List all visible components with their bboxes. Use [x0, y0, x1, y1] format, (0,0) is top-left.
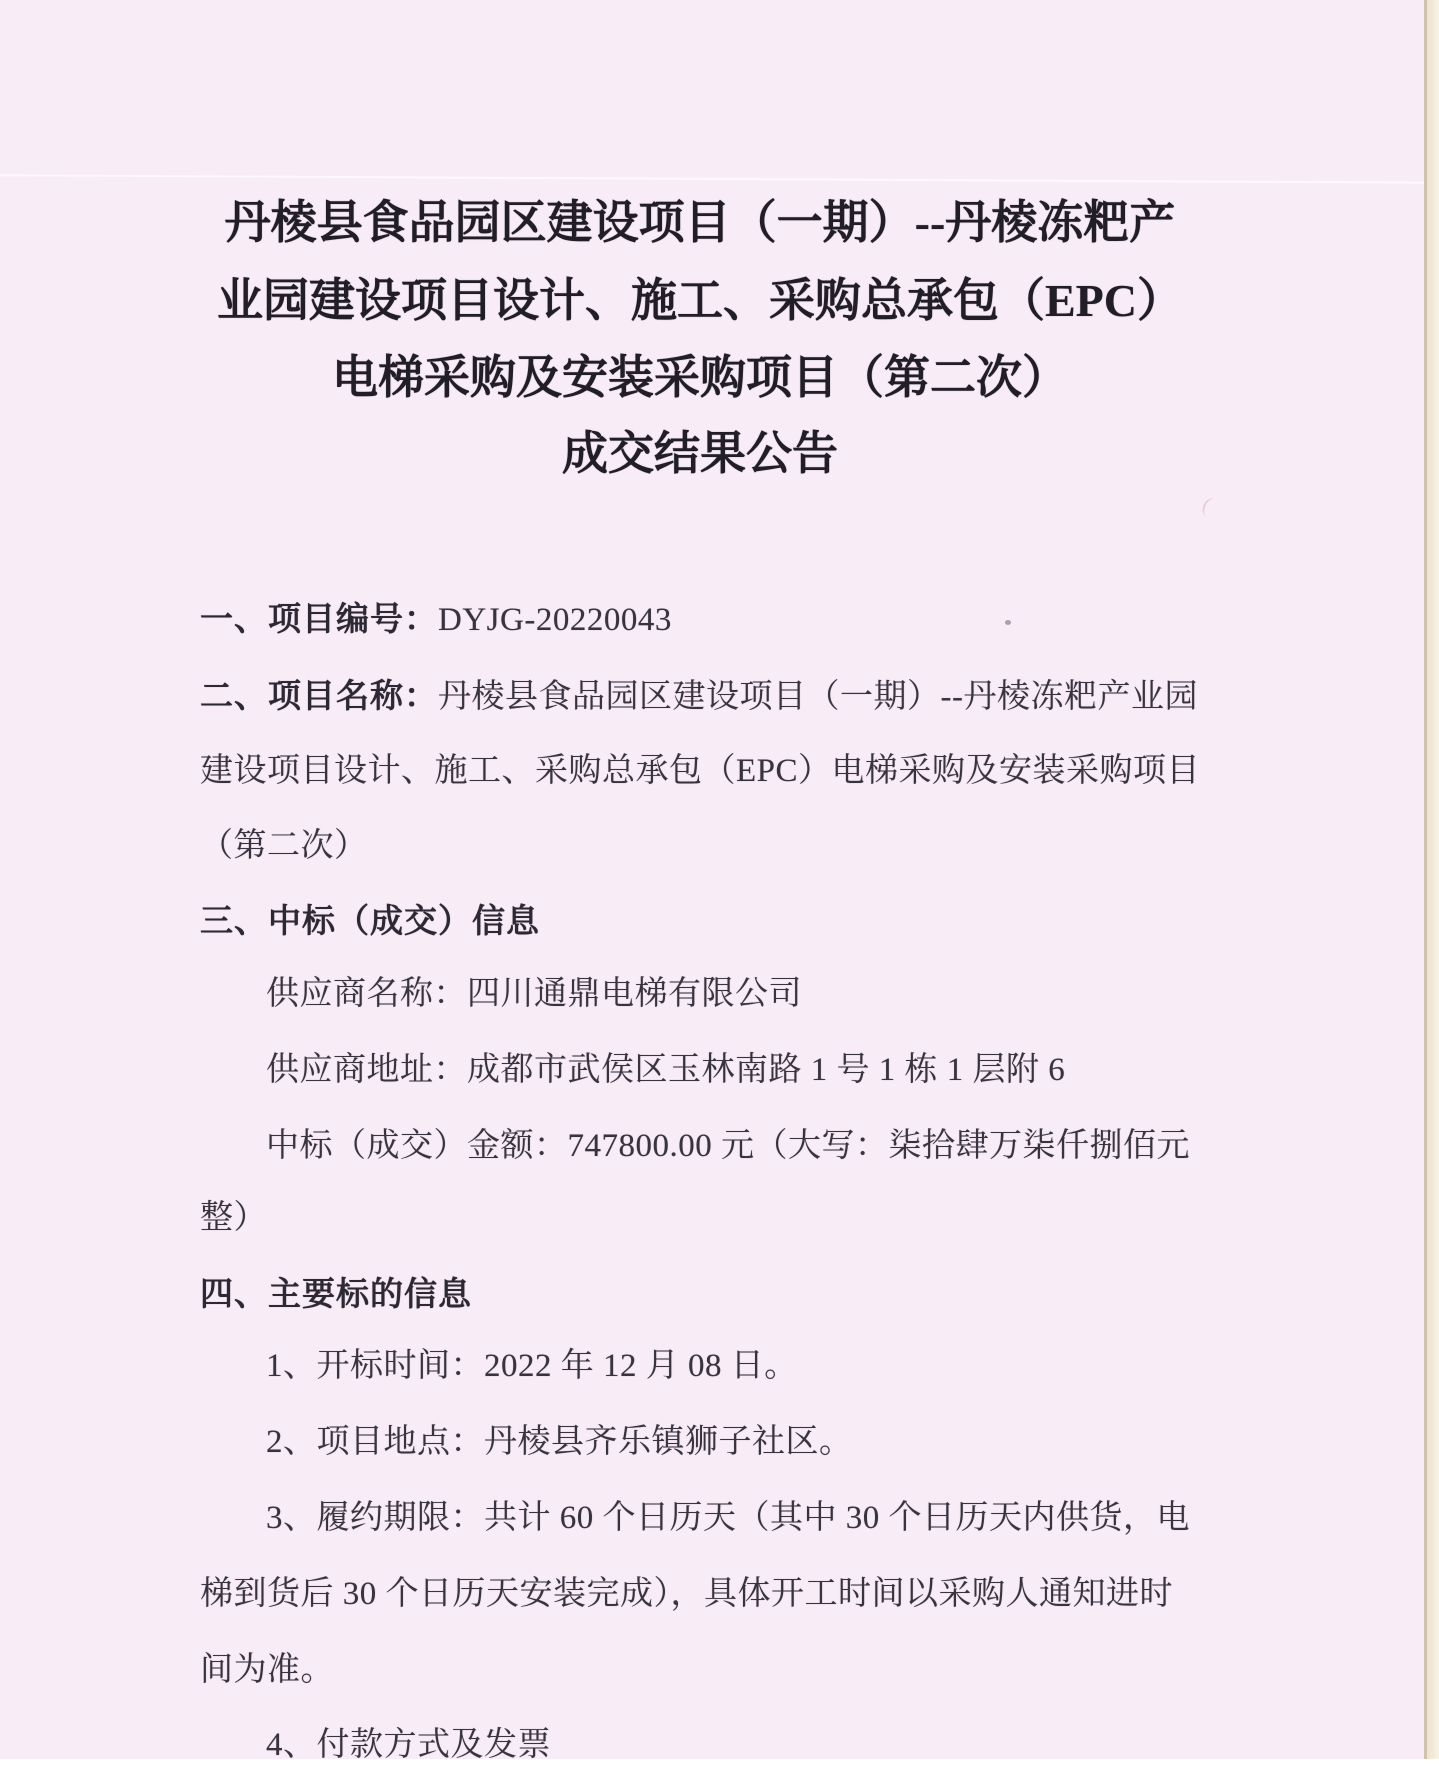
performance-period-cont-text-2: 间为准。 [200, 1652, 334, 1688]
bid-target-heading-text: 四、主要标的信息 [200, 1275, 472, 1312]
bid-target-heading [200, 1275, 472, 1315]
bid-open-time-text: 1、开标时间：2022 年 12 月 08 日。 [266, 1348, 798, 1384]
award-info-heading-text: 三、中标（成交）信息 [200, 902, 540, 939]
project-number-value: DYJG-20220043 [438, 602, 672, 638]
payment-method-line [266, 1727, 551, 1765]
performance-period-cont-line-2 [200, 1652, 334, 1690]
award-info-heading [200, 902, 540, 942]
supplier-address-line [266, 1052, 1065, 1090]
project-location-text: 2、项目地点：丹棱县齐乐镇狮子社区。 [266, 1424, 853, 1460]
scan-speck [1005, 620, 1011, 625]
doc-title-line-3: 电梯采购及安装采购项目（第二次） [332, 352, 1068, 403]
doc-title-line-4: 成交结果公告 [562, 428, 838, 479]
award-amount-text: 中标（成交）金额：747800.00 元（大写：柒拾肆万柒仟捌佰元 [266, 1128, 1190, 1164]
performance-period-text: 3、履约期限：共计 60 个日历天（其中 30 个日历天内供货，电 [266, 1500, 1190, 1536]
project-name-cont-line-1 [200, 753, 1200, 791]
project-name-cont-text-2: （第二次） [200, 828, 368, 864]
performance-period-line [266, 1500, 1190, 1538]
project-number-line [200, 600, 672, 640]
award-amount-cont-text: 整） [200, 1200, 267, 1236]
award-amount-line [266, 1128, 1190, 1166]
project-name-value: 丹棱县食品园区建设项目（一期）--丹棱冻粑产业园 [438, 679, 1198, 715]
supplier-address-text: 供应商地址：成都市武侯区玉林南路 1 号 1 栋 1 层附 6 [266, 1052, 1066, 1088]
supplier-name-line [266, 976, 802, 1014]
project-name-cont-text-1: 建设项目设计、施工、采购总承包（EPC）电梯采购及安装采购项目 [200, 753, 1201, 789]
project-number-label: 一、项目编号： [200, 600, 438, 637]
award-amount-cont-line [200, 1200, 267, 1238]
payment-method-text: 4、付款方式及发票 [266, 1727, 551, 1763]
bid-open-time-line [266, 1348, 798, 1386]
scan-scratch-mark [1200, 496, 1223, 521]
project-name-line [200, 677, 1198, 717]
doc-title-line-2: 业园建设项目设计、施工、采购总承包（EPC） [217, 275, 1183, 326]
project-location-line [266, 1424, 853, 1462]
performance-period-cont-text-1: 梯到货后 30 个日历天安装完成），具体开工时间以采购人通知进时 [200, 1576, 1173, 1612]
performance-period-cont-line-1 [200, 1576, 1173, 1614]
scanner-edge-strip [1424, 0, 1439, 1759]
scan-artifact-line [0, 174, 1439, 184]
doc-title-line-1: 丹棱县食品园区建设项目（一期）--丹棱冻粑产 [224, 197, 1176, 248]
project-name-label: 二、项目名称： [200, 677, 438, 714]
supplier-name-text: 供应商名称：四川通鼎电梯有限公司 [266, 976, 802, 1012]
project-name-cont-line-2 [200, 828, 368, 866]
